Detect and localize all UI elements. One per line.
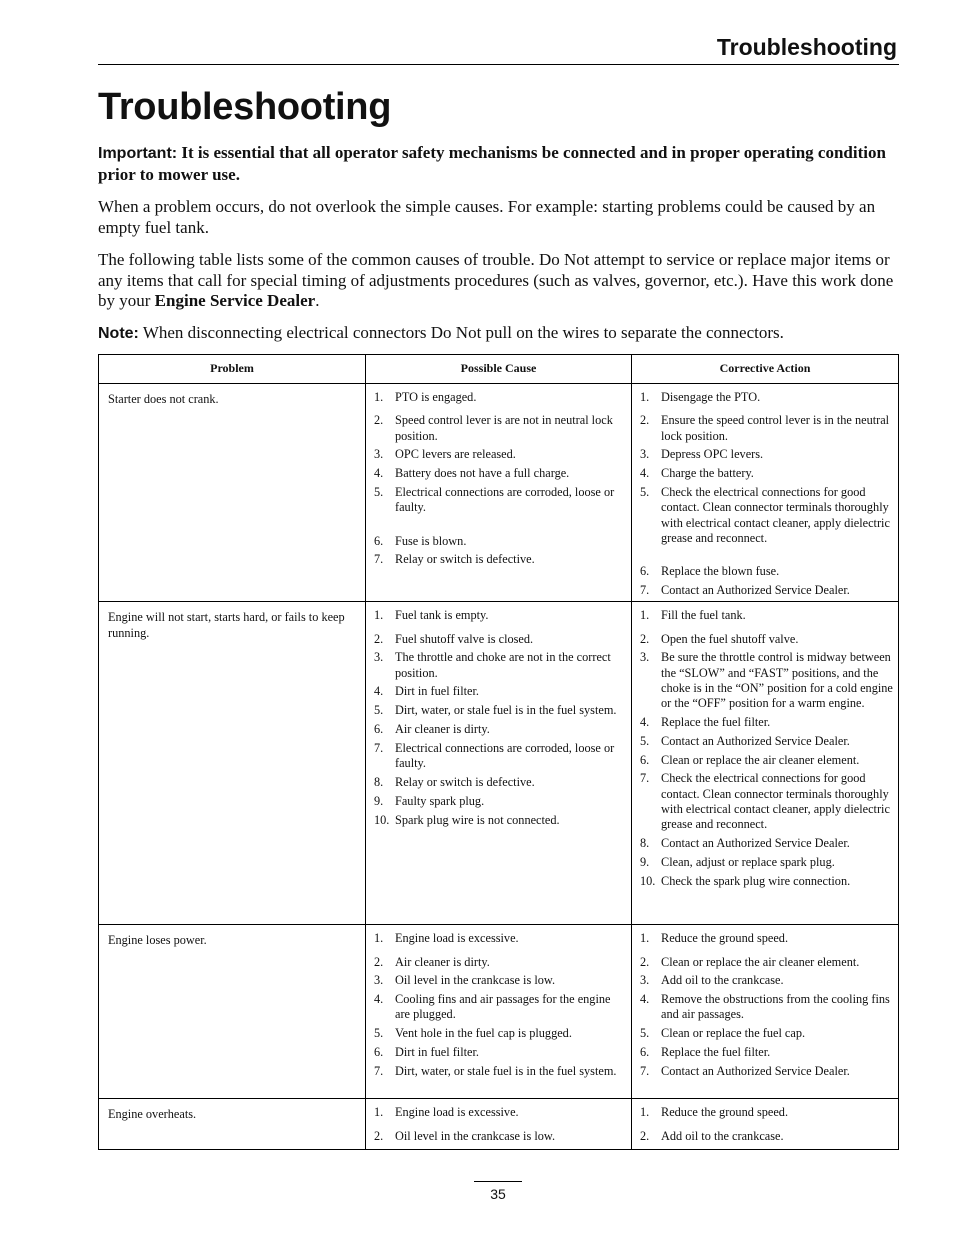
item-text: Electrical connections are corroded, loose or faulty. — [395, 740, 615, 771]
item-number: 1. — [640, 931, 650, 946]
item-text: Fill the fuel tank. — [661, 608, 746, 623]
note-paragraph — [98, 323, 898, 345]
service-paragraph-end: . — [315, 291, 320, 310]
item-number: 4. — [374, 466, 384, 481]
intro-paragraph: When a problem occurs, do not overlook the simple causes. For example: starting problems could be caused by an empty fuel tank. — [98, 197, 876, 237]
item-number: 1. — [374, 608, 384, 623]
item-number: 2. — [640, 954, 650, 969]
action-item — [640, 753, 894, 768]
item-text: Oil level in the crankcase is low. — [395, 1128, 556, 1143]
action-item — [640, 485, 894, 546]
item-number: 7. — [374, 740, 384, 755]
item-number: 5. — [374, 703, 384, 718]
item-text: Air cleaner is dirty. — [395, 954, 490, 969]
action-item — [640, 734, 894, 749]
item-number: 2. — [374, 413, 384, 428]
item-number: 4. — [640, 715, 650, 730]
item-text: Charge the battery. — [661, 466, 754, 481]
item-text: Contact an Authorized Service Dealer. — [661, 733, 850, 748]
problem-cell: Engine will not start, starts hard, or fails to keep running. — [99, 602, 366, 925]
item-number: 4. — [374, 992, 384, 1007]
action-item — [640, 564, 894, 579]
item-number: 7. — [374, 552, 384, 567]
action-item — [640, 874, 894, 889]
item-text: Dirt in fuel filter. — [395, 1045, 480, 1060]
item-text: Reduce the ground speed. — [661, 1105, 789, 1120]
item-text: Depress OPC levers. — [661, 447, 764, 462]
cause-item — [374, 703, 625, 718]
item-number: 3. — [374, 447, 384, 462]
action-item — [640, 413, 894, 444]
cause-cell — [366, 1099, 632, 1150]
item-number: 7. — [640, 771, 650, 786]
cause-item — [374, 650, 625, 681]
service-paragraph-text: The following table lists some of the common causes of trouble. Do Not attempt to service or replace major items or any items that call for special timing of adjustments procedures (such as valves, governor, etc.). Have this work done by your — [98, 250, 894, 310]
item-number: 6. — [640, 564, 650, 579]
cause-cell — [366, 384, 632, 602]
item-text: Dirt, water, or stale fuel is in the fuel system. — [395, 1063, 617, 1078]
action-item — [640, 466, 894, 481]
item-text: Electrical connections are corroded, loose or faulty. — [395, 484, 615, 515]
action-cell — [632, 1099, 899, 1150]
item-number: 5. — [374, 1026, 384, 1041]
cause-item — [374, 485, 625, 516]
item-text: Remove the obstructions from the cooling fins and air passages. — [661, 992, 890, 1022]
note-text: When disconnecting electrical connectors Do Not pull on the wires to separate the connectors. — [142, 323, 784, 342]
item-text: Air cleaner is dirty. — [395, 722, 490, 737]
item-text: Speed control lever is are not in neutral lock position. — [395, 413, 613, 443]
cause-item — [374, 931, 625, 946]
item-text: Replace the blown fuse. — [661, 564, 780, 579]
item-text: Fuel shutoff valve is closed. — [395, 631, 534, 646]
item-text: Spark plug wire is not connected. — [395, 812, 560, 827]
item-number: 10. — [374, 812, 390, 827]
item-text: Check the electrical connections for good contact. Clean connector terminals thoroughly with electrical contact cleaner, apply dielectric grease and reconnect. — [661, 771, 890, 832]
action-item — [640, 715, 894, 730]
cause-item — [374, 955, 625, 970]
item-text: Cooling fins and air passages for the engine are plugged. — [395, 992, 611, 1022]
item-number: 6. — [640, 1045, 650, 1060]
item-number: 1. — [374, 931, 384, 946]
table-row — [99, 1099, 899, 1150]
cause-item — [374, 775, 625, 790]
action-item — [640, 992, 894, 1023]
item-number: 3. — [640, 447, 650, 462]
action-cell — [632, 384, 899, 602]
item-number: 6. — [374, 1045, 384, 1060]
item-number: 2. — [374, 954, 384, 969]
item-text: Faulty spark plug. — [395, 793, 485, 808]
item-number: 5. — [374, 484, 384, 499]
cause-cell — [366, 925, 632, 1099]
action-item — [640, 1026, 894, 1041]
item-text: Clean, adjust or replace spark plug. — [661, 854, 835, 869]
item-text: Add oil to the crankcase. — [661, 973, 784, 988]
problem-cell: Engine loses power. — [99, 925, 366, 1099]
action-item — [640, 447, 894, 462]
item-number: 4. — [640, 992, 650, 1007]
item-number: 9. — [640, 854, 650, 869]
item-text: Replace the fuel filter. — [661, 1045, 771, 1060]
item-text: Add oil to the crankcase. — [661, 1128, 784, 1143]
action-item — [640, 1129, 894, 1144]
item-number: 9. — [374, 793, 384, 808]
table-row — [99, 602, 899, 925]
item-number: 1. — [374, 390, 384, 404]
item-number: 1. — [374, 1105, 384, 1120]
item-number: 8. — [640, 836, 650, 851]
action-item — [640, 931, 894, 946]
note-label: Note: — [98, 325, 139, 342]
item-text: Vent hole in the fuel cap is plugged. — [395, 1026, 572, 1041]
action-cell — [632, 602, 899, 925]
problem-cell: Starter does not crank. — [99, 384, 366, 602]
item-number: 1. — [640, 390, 650, 404]
item-number: 7. — [640, 1063, 650, 1078]
item-number: 3. — [640, 973, 650, 988]
item-number: 1. — [640, 608, 650, 623]
item-number: 2. — [640, 631, 650, 646]
item-text: Fuel tank is empty. — [395, 608, 489, 623]
cause-item — [374, 632, 625, 647]
important-notice — [98, 143, 898, 185]
action-item — [640, 855, 894, 870]
cause-item — [374, 794, 625, 809]
table-row — [99, 925, 899, 1099]
action-item — [640, 583, 894, 598]
item-number: 5. — [640, 1026, 650, 1041]
item-text: Open the fuel shutoff valve. — [661, 631, 799, 646]
item-text: Engine load is excessive. — [395, 1105, 519, 1120]
item-number: 6. — [374, 533, 384, 548]
cause-item — [374, 390, 625, 405]
action-item — [640, 771, 894, 832]
table-body — [99, 384, 899, 1150]
cause-item — [374, 992, 625, 1023]
header-rule — [98, 64, 899, 65]
problem-cell: Engine overheats. — [99, 1099, 366, 1150]
item-text: Check the spark plug wire connection. — [661, 873, 851, 888]
item-text: The throttle and choke are not in the correct position. — [395, 650, 611, 680]
action-item — [640, 1045, 894, 1060]
item-text: Oil level in the crankcase is low. — [395, 973, 556, 988]
item-number: 7. — [640, 582, 650, 597]
action-cell — [632, 925, 899, 1099]
item-number: 1. — [640, 1105, 650, 1120]
item-number: 4. — [374, 684, 384, 699]
item-text: Replace the fuel filter. — [661, 715, 771, 730]
item-number: 4. — [640, 466, 650, 481]
item-text: Contact an Authorized Service Dealer. — [661, 1063, 850, 1078]
service-paragraph — [98, 250, 898, 312]
page-number: 35 — [490, 1186, 506, 1202]
action-item — [640, 632, 894, 647]
item-number: 2. — [640, 413, 650, 428]
item-number: 7. — [374, 1063, 384, 1078]
item-text: Contact an Authorized Service Dealer. — [661, 836, 850, 851]
cause-item — [374, 1045, 625, 1060]
page-title: Troubleshooting — [98, 86, 392, 128]
item-text: Disengage the PTO. — [661, 390, 761, 404]
table-row — [99, 384, 899, 602]
item-text: Dirt in fuel filter. — [395, 684, 480, 699]
important-label: Important: — [98, 145, 178, 162]
item-number: 3. — [374, 650, 384, 665]
action-item — [640, 836, 894, 851]
header-problem: Problem — [99, 355, 366, 384]
cause-item — [374, 1129, 625, 1144]
item-number: 8. — [374, 774, 384, 789]
item-text: Relay or switch is defective. — [395, 552, 535, 567]
item-text: Engine load is excessive. — [395, 931, 519, 946]
item-text: Check the electrical connections for good contact. Clean connector terminals thoroughly with electrical contact cleaner, apply dielectric grease and reconnect. — [661, 484, 890, 545]
item-number: 2. — [374, 1128, 384, 1143]
item-number: 5. — [640, 733, 650, 748]
cause-cell — [366, 602, 632, 925]
item-number: 3. — [374, 973, 384, 988]
item-number: 10. — [640, 873, 656, 888]
item-text: Clean or replace the fuel cap. — [661, 1026, 806, 1041]
cause-item — [374, 973, 625, 988]
item-text: Dirt, water, or stale fuel is in the fuel system. — [395, 703, 617, 718]
cause-item — [374, 552, 625, 567]
action-item — [640, 955, 894, 970]
cause-item — [374, 741, 625, 772]
cause-item — [374, 466, 625, 481]
item-text: PTO is engaged. — [395, 390, 477, 404]
item-text: Ensure the speed control lever is in the neutral lock position. — [661, 413, 890, 443]
engine-service-dealer: Engine Service Dealer — [154, 291, 316, 310]
action-item — [640, 608, 894, 623]
cause-item — [374, 608, 625, 623]
action-item — [640, 650, 894, 711]
item-text: Clean or replace the air cleaner element. — [661, 954, 860, 969]
item-number: 6. — [640, 752, 650, 767]
cause-item — [374, 684, 625, 699]
running-header-title: Troubleshooting — [716, 34, 897, 60]
cause-item — [374, 722, 625, 737]
cause-item — [374, 447, 625, 462]
item-text: Battery does not have a full charge. — [395, 466, 570, 481]
footer-rule — [474, 1181, 522, 1182]
item-number: 2. — [374, 631, 384, 646]
cause-item — [374, 413, 625, 444]
action-item — [640, 1105, 894, 1120]
item-number: 5. — [640, 484, 650, 499]
important-text: It is essential that all operator safety mechanisms be connected and in proper operating condition prior to mower use. — [98, 143, 886, 184]
action-item — [640, 973, 894, 988]
item-text: Relay or switch is defective. — [395, 774, 535, 789]
cause-item — [374, 813, 625, 828]
item-text: Be sure the throttle control is midway between the “SLOW” and “FAST” positions, and the choke is in the “ON” position for a cold engine or the “OFF” position for a warm engine. — [661, 650, 893, 711]
cause-item — [374, 534, 625, 549]
troubleshooting-table — [98, 354, 899, 1150]
cause-item — [374, 1026, 625, 1041]
item-number: 3. — [640, 650, 650, 665]
action-item — [640, 1064, 894, 1079]
header-possible-cause: Possible Cause — [366, 355, 632, 384]
cause-item — [374, 1105, 625, 1120]
item-text: Clean or replace the air cleaner element. — [661, 752, 860, 767]
header-corrective-action: Corrective Action — [632, 355, 899, 384]
item-number: 2. — [640, 1128, 650, 1143]
table-header-row — [99, 355, 899, 384]
item-number: 6. — [374, 722, 384, 737]
action-item — [640, 390, 894, 405]
item-text: Contact an Authorized Service Dealer. — [661, 582, 850, 597]
cause-item — [374, 1064, 625, 1079]
item-text: Fuse is blown. — [395, 533, 467, 548]
item-text: Reduce the ground speed. — [661, 931, 789, 946]
item-text: OPC levers are released. — [395, 447, 516, 462]
